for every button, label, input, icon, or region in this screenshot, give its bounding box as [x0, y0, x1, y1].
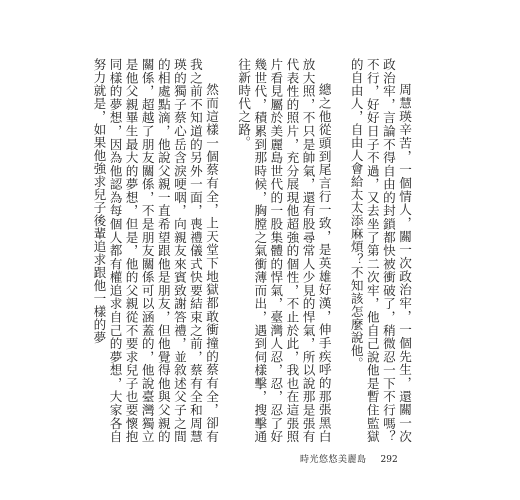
paragraph-3: 然而這樣一個蔡有全，上天堂下地獄都敢衝撞的蔡有全，卻有我之前不知道的另外一面，喪禮儀式快要結束之前，蔡有全和周慧瑛的獨子蔡心岳含淚哽咽，向親友來賓致謝答禮，並敘述父子之間的相處點滴，他說父親一直希望跟他是朋友，但他覺得他與父親的關係，超越了朋友關係，不是朋友關係可以涵蓋的，他說臺灣獨立是他父親畢生最大的夢想，但是，他的父親從不要求兒子也要懷抱同樣的夢想，因為他認為每個人都有權追求自己的夢想，大家各自努力就是，如果他強求兒子後輩追求跟他一樣的夢 — [91, 58, 220, 443]
paragraph-2: 總之他從頭到尾言行一致，是英雄好漢，伸手疾呼的那張黑白放大照，不只是帥氣，還有股尋常人少見的悍氣，所以說那是張有代表性的照片，充分展現他超強的個性，不止於此，我也在這張照片看見屬於美麗島世代的一股集體的悍氣，臺灣人忍，忍，忍了好幾世代，積累到那時候，胸膛之氣衝薄而出，遇到伺樣擊，搜擊通往新時代之路。 — [236, 58, 332, 443]
page-number: 292 — [380, 455, 398, 465]
paragraph-1: 周慧瑛辛苦，一個情人，關一次政治牢，一個先生，還關一次政治牢，言論不得自由的封鎖都快被衝破了，稍微忍一下不行嗎？不行，好好日子不過，又去坐了第二次牢，他自己說他是暫住監獄的自由人，自由人會給太太添麻煩？不知該怎麼說他。 — [348, 58, 412, 443]
body-text — [91, 58, 412, 443]
running-title: 時光悠悠美麗島 — [300, 455, 367, 465]
page-footer — [300, 452, 398, 465]
